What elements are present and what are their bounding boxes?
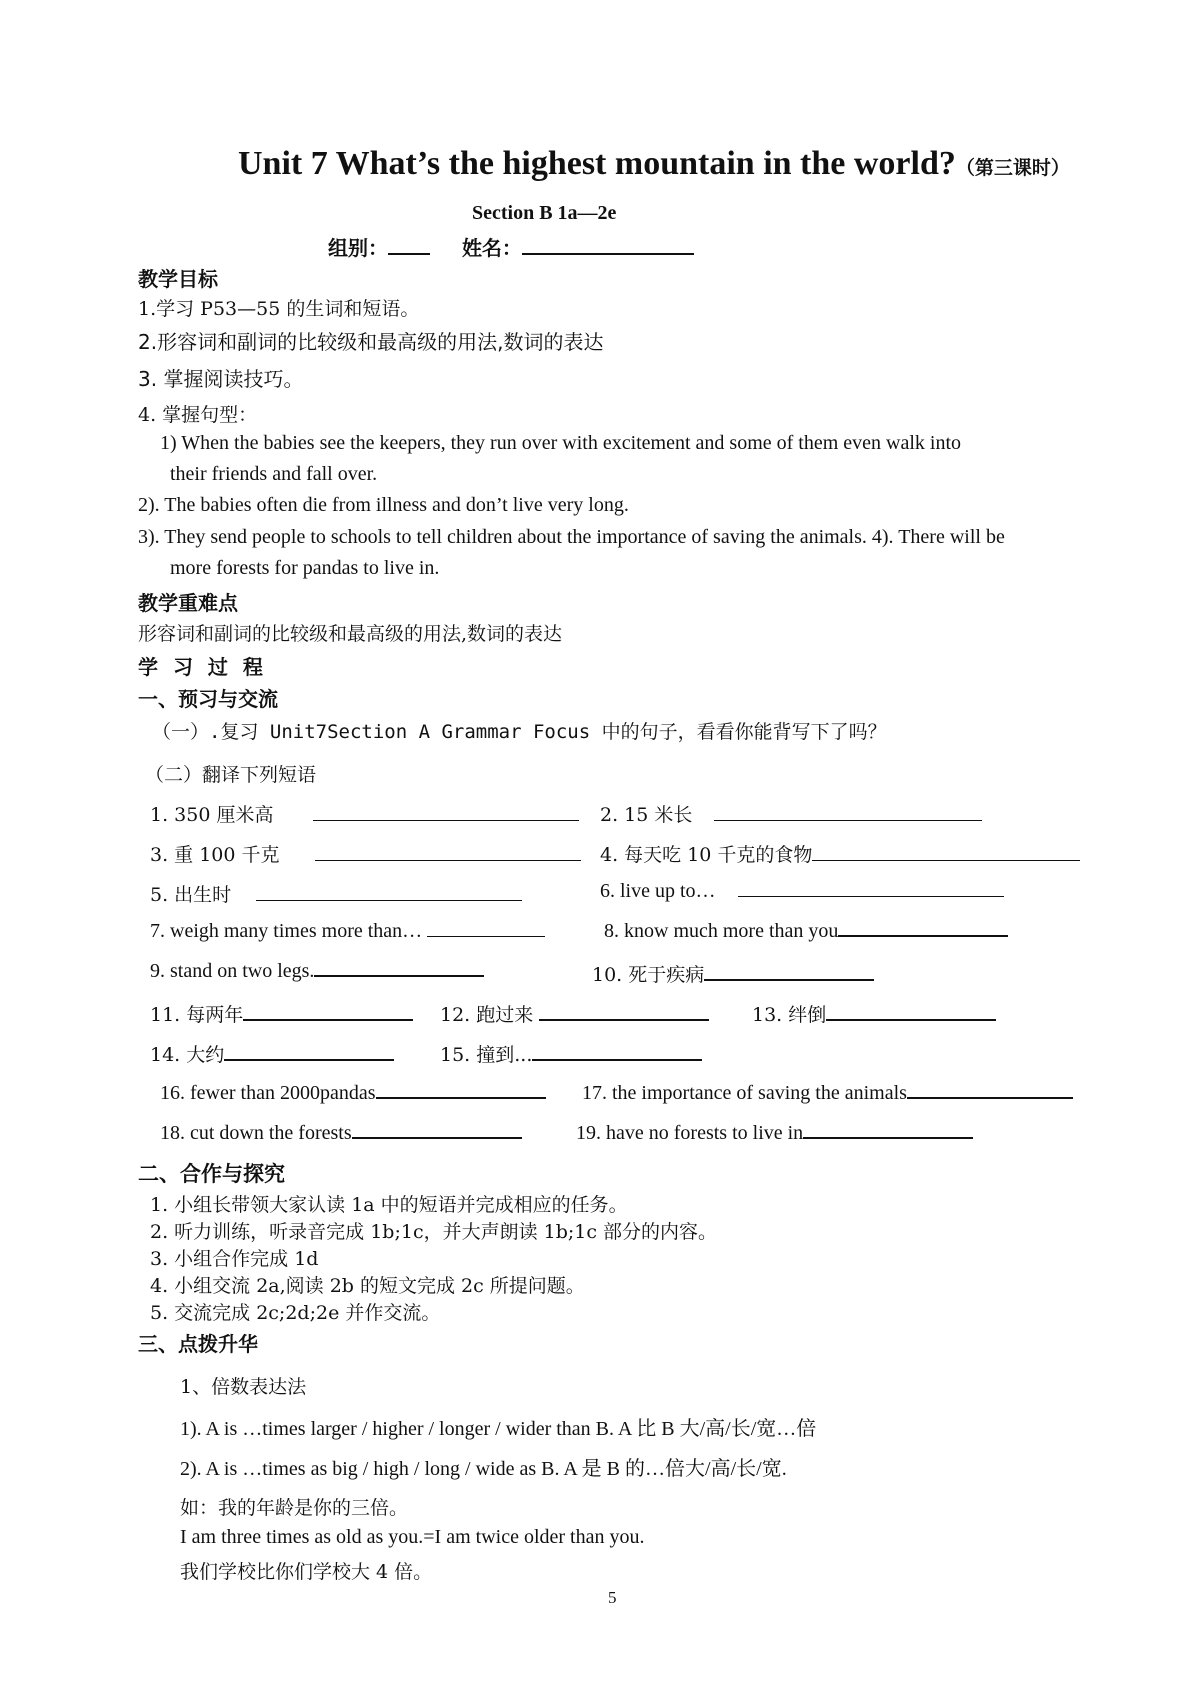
phrase-8: 8. know much more than you bbox=[604, 920, 1008, 943]
task-5: 5. 交流完成 2c;2d;2e 并作交流。 bbox=[150, 1302, 441, 1324]
answer-blank[interactable] bbox=[532, 1058, 702, 1061]
title-text: Unit 7 What’s the highest mountain in the world? bbox=[238, 145, 956, 182]
answer-blank[interactable] bbox=[352, 1136, 522, 1139]
page-title bbox=[238, 145, 1070, 183]
phrase-2: 2. 15 米长 bbox=[600, 800, 982, 827]
process-heading: 学 习 过 程 bbox=[138, 655, 267, 679]
tip-example-en: I am three times as old as you.=I am twice older than you. bbox=[180, 1526, 645, 1548]
tip-example-label: 如：我的年龄是你的三倍。 bbox=[180, 1497, 409, 1519]
goal-item-4: 4. 掌握句型： bbox=[138, 404, 258, 426]
phrase-15: 15. 撞到... bbox=[440, 1040, 702, 1067]
group-blank[interactable] bbox=[388, 252, 430, 255]
phrase-19: 19. have no forests to live in bbox=[576, 1122, 973, 1145]
phrase-1: 1. 350 厘米高 bbox=[150, 800, 579, 827]
part3-heading: 三、点拨升华 bbox=[138, 1332, 258, 1356]
tip-2: 2). A is …times as big / high / long / wide as B. A 是 B 的…倍大/高/长/宽. bbox=[180, 1458, 787, 1480]
answer-blank[interactable] bbox=[704, 978, 874, 981]
phrase-7: 7. weigh many times more than… bbox=[150, 920, 545, 943]
answer-blank[interactable] bbox=[812, 859, 1080, 861]
answer-blank[interactable] bbox=[803, 1136, 973, 1139]
tip-heading: 1、倍数表达法 bbox=[180, 1376, 307, 1398]
part1-heading: 一、预习与交流 bbox=[138, 687, 278, 711]
part1-sub1: （一）.复习 Unit7Section A Grammar Focus 中的句子，看看你能背写下了吗？ bbox=[152, 721, 887, 743]
answer-blank[interactable] bbox=[315, 859, 581, 861]
group-label: 组别： bbox=[328, 236, 388, 260]
answer-blank[interactable] bbox=[314, 974, 484, 977]
phrase-17: 17. the importance of saving the animals bbox=[582, 1082, 1073, 1105]
phrase-12: 12. 跑过来 bbox=[440, 1000, 709, 1027]
phrase-4: 4. 每天吃 10 千克的食物 bbox=[600, 840, 1080, 867]
key-points-text: 形容词和副词的比较级和最高级的用法,数词的表达 bbox=[138, 623, 563, 645]
phrase-9: 9. stand on two legs. bbox=[150, 960, 484, 983]
sentence-1: 1) When the babies see the keepers, they run over with excitement and some of them even walk into bbox=[160, 432, 962, 454]
goal-item-1: 1.学习 P53—55 的生词和短语。 bbox=[138, 298, 420, 320]
answer-blank[interactable] bbox=[256, 899, 522, 901]
phrase-18: 18. cut down the forests bbox=[160, 1122, 522, 1145]
tip-1: 1). A is …times larger / higher / longer / wider than B. A 比 B 大/高/长/宽…倍 bbox=[180, 1418, 817, 1440]
answer-blank[interactable] bbox=[243, 1018, 413, 1021]
answer-blank[interactable] bbox=[539, 1018, 709, 1021]
name-blank[interactable] bbox=[522, 252, 694, 255]
answer-blank[interactable] bbox=[313, 819, 579, 821]
phrase-6: 6. live up to… bbox=[600, 880, 1004, 903]
title-suffix: （第三课时） bbox=[955, 157, 1070, 179]
answer-blank[interactable] bbox=[826, 1018, 996, 1021]
goal-item-2: 2.形容词和副词的比较级和最高级的用法,数词的表达 bbox=[138, 330, 604, 354]
answer-blank[interactable] bbox=[907, 1096, 1073, 1099]
phrase-10: 10. 死于疾病 bbox=[592, 960, 874, 987]
goal-item-3: 3. 掌握阅读技巧。 bbox=[138, 367, 304, 391]
group-name-line bbox=[328, 232, 694, 261]
phrase-11: 11. 每两年 bbox=[150, 1000, 413, 1027]
sentence-3-cont: more forests for pandas to live in. bbox=[170, 557, 440, 579]
answer-blank[interactable] bbox=[714, 819, 982, 821]
section-label: Section B 1a—2e bbox=[472, 202, 617, 224]
answer-blank[interactable] bbox=[427, 935, 545, 937]
phrase-3: 3. 重 100 千克 bbox=[150, 840, 581, 867]
task-1: 1. 小组长带领大家认读 1a 中的短语并完成相应的任务。 bbox=[150, 1194, 628, 1216]
part1-sub2: （二）翻译下列短语 bbox=[145, 764, 317, 786]
sentence-2: 2). The babies often die from illness and don’t live very long. bbox=[138, 494, 629, 516]
part2-heading: 二、合作与探究 bbox=[138, 1162, 285, 1186]
name-label: 姓名： bbox=[461, 236, 522, 260]
phrase-16: 16. fewer than 2000pandas bbox=[160, 1082, 546, 1105]
answer-blank[interactable] bbox=[376, 1096, 546, 1099]
phrase-5: 5. 出生时 bbox=[150, 880, 522, 907]
task-2: 2. 听力训练，听录音完成 1b;1c，并大声朗读 1b;1c 部分的内容。 bbox=[150, 1221, 718, 1243]
sentence-3: 3). They send people to schools to tell children about the importance of saving the animals. 4). There will be bbox=[138, 526, 1005, 548]
goals-heading: 教学目标 bbox=[138, 267, 218, 291]
task-3: 3. 小组合作完成 1d bbox=[150, 1248, 319, 1270]
answer-blank[interactable] bbox=[838, 934, 1008, 937]
answer-blank[interactable] bbox=[738, 895, 1004, 897]
tip-example-cn: 我们学校比你们学校大 4 倍。 bbox=[180, 1561, 433, 1583]
page-number: 5 bbox=[608, 1588, 617, 1607]
key-points-heading: 教学重难点 bbox=[138, 591, 238, 615]
answer-blank[interactable] bbox=[224, 1058, 394, 1061]
phrase-13: 13. 绊倒 bbox=[752, 1000, 996, 1027]
task-4: 4. 小组交流 2a,阅读 2b 的短文完成 2c 所提问题。 bbox=[150, 1275, 585, 1297]
sentence-1-cont: their friends and fall over. bbox=[170, 463, 378, 485]
phrase-14: 14. 大约 bbox=[150, 1040, 394, 1067]
